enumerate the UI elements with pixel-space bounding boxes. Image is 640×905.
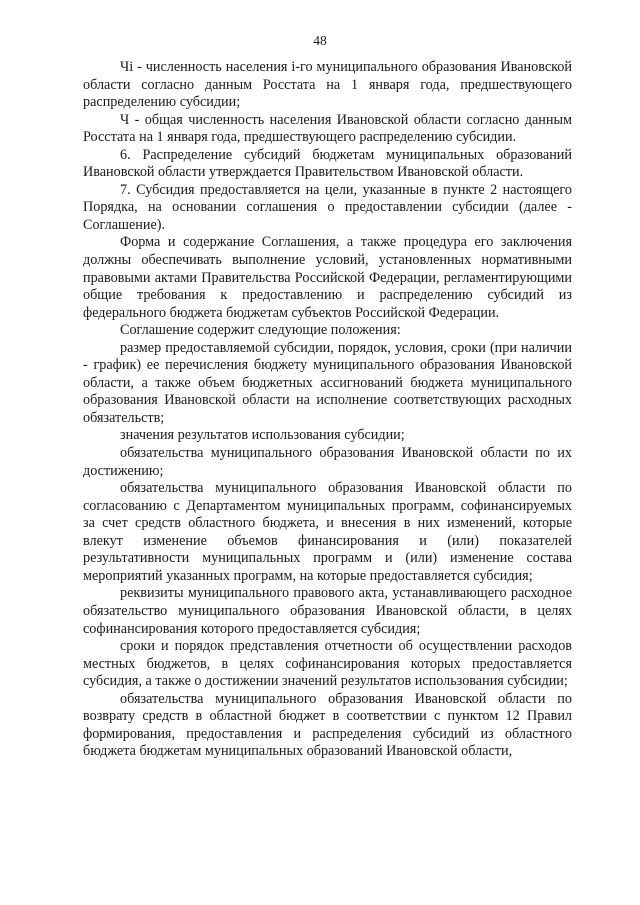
paragraph-item-7: 7. Субсидия предоставляется на цели, указанные в пункте 2 настоящего Порядка, на основании соглашения о предоставлении субсидии (далее - Соглашение). [83, 181, 572, 233]
paragraph-item-6: 6. Распределение субсидий бюджетам муниципальных образований Ивановской области утверждается Правительством Ивановской области. [83, 146, 572, 181]
paragraph-agreement-contents-intro: Соглашение содержит следующие положения: [120, 322, 401, 339]
document-body [83, 59, 572, 761]
list-item-legal-act-details: реквизиты муниципального правового акта, устанавливающего расходное обязательство муниципального образования Ивановской области, в целях софинансирования которого предоставляется субсидия; [83, 585, 572, 637]
list-item-achievement-obligations: обязательства муниципального образования Ивановской области по их достижению; [83, 445, 572, 479]
list-item-refund-obligations: обязательства муниципального образования Ивановской области по возврату средств в областной бюджет в соответствии с пунктом 12 Правил формирования, предоставления и распределения субсидий из областного бюджета бюджетам муниципальных образований Ивановской области, [83, 690, 572, 760]
list-item-result-values: значения результатов использования субсидии; [120, 427, 405, 444]
paragraph-agreement-form: Форма и содержание Соглашения, а также процедура его заключения должны обеспечивать выполнение условий, установленных нормативными правовыми актами Правительства Российской Федерации, регламентирующими общие требования к предоставлению и распределению субсидий из федерального бюджета бюджетам субъектов Российской Федерации. [83, 234, 572, 321]
paragraph-ch-definition: Ч - общая численность населения Ивановской области согласно данным Росстата на 1 января года, предшествующего распределению субсидии. [83, 111, 572, 146]
page-number: 48 [313, 33, 327, 48]
list-item-subsidy-amount: размер предоставляемой субсидии, порядок, условия, сроки (при наличии - график) ее перечисления бюджету муниципального образования Ивановской области, а также объем бюджетных ассигнований бюджета муниципального образования Ивановской области на исполнение соответствующих расходных обязательств; [83, 339, 572, 426]
list-item-reporting-terms: сроки и порядок представления отчетности об осуществлении расходов местных бюджетов, в целях софинансирования которых предоставляется субсидия, а также о достижении значений результатов использования субсидии; [83, 638, 572, 690]
list-item-program-coordination: обязательства муниципального образования Ивановской области по согласованию с Департаментом муниципальных программ, софинансируемых за счет средств областного бюджета, и внесения в них изменений, которые влекут изменение объемов финансирования и (или) показателей результативности муниципальных программ и (или) изменение состава мероприятий указанных программ, на которые предоставляется субсидия; [83, 480, 572, 584]
paragraph-ci-definition: Чi - численность населения i-го муниципального образования Ивановской области согласно данным Росстата на 1 января года, предшествующего распределению субсидии; [83, 59, 572, 111]
